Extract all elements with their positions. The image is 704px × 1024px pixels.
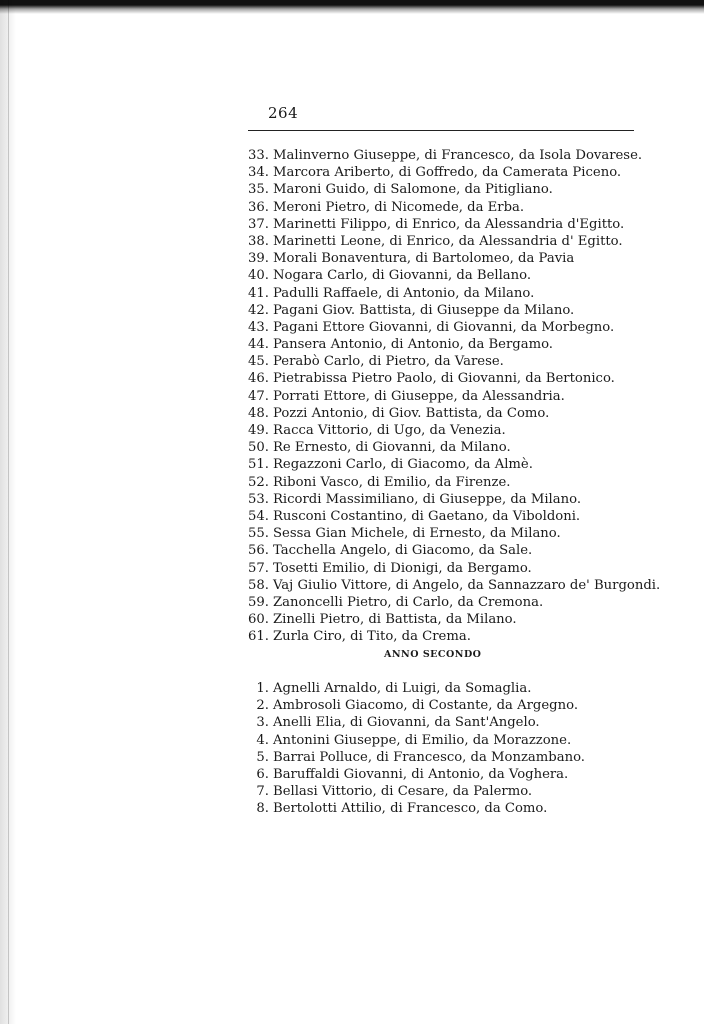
item-number: 37. — [248, 216, 269, 232]
list-item — [242, 164, 660, 181]
list-item — [242, 542, 660, 559]
list-item — [242, 319, 660, 336]
item-text: Rusconi Costantino, di Gaetano, da Viboldoni. — [273, 508, 581, 524]
item-number: 45. — [248, 354, 269, 370]
item-number: 6. — [256, 766, 269, 782]
list-item — [242, 405, 660, 422]
item-text: Pagani Giov. Battista, di Giuseppe da Milano. — [273, 302, 575, 318]
item-number: 44. — [248, 337, 269, 353]
list-item — [242, 199, 660, 216]
scan-left-line — [8, 0, 9, 1024]
item-number: 8. — [256, 801, 269, 817]
list-item — [242, 525, 660, 542]
item-text: Antonini Giuseppe, di Emilio, da Morazzone. — [273, 732, 572, 748]
item-number: 48. — [248, 405, 269, 421]
item-number: 40. — [248, 268, 269, 284]
item-number: 2. — [256, 698, 269, 714]
list-item — [242, 181, 660, 198]
student-list-first-year — [242, 147, 660, 645]
list-item — [242, 800, 585, 817]
item-text: Meroni Pietro, di Nicomede, da Erba. — [273, 199, 525, 215]
item-text: Pozzi Antonio, di Giov. Battista, da Como. — [273, 405, 550, 421]
list-item — [242, 422, 660, 439]
item-number: 5. — [256, 749, 269, 765]
list-item — [242, 474, 660, 491]
item-number: 7. — [256, 784, 269, 800]
list-item — [242, 491, 660, 508]
item-text: Sessa Gian Michele, di Ernesto, da Milano. — [273, 526, 561, 542]
list-item — [242, 766, 585, 783]
item-number: 52. — [248, 474, 269, 490]
list-item — [242, 749, 585, 766]
item-text: Baruffaldi Giovanni, di Antonio, da Voghera. — [273, 766, 569, 782]
item-text: Maroni Guido, di Salomone, da Pitigliano. — [273, 182, 553, 198]
item-text: Morali Bonaventura, di Bartolomeo, da Pavia — [273, 251, 575, 267]
item-number: 46. — [248, 371, 269, 387]
list-item — [242, 732, 585, 749]
item-text: Pansera Antonio, di Antonio, da Bergamo. — [273, 337, 554, 353]
list-item — [242, 577, 660, 594]
item-number: 58. — [248, 577, 269, 593]
item-number: 59. — [248, 594, 269, 610]
item-number: 38. — [248, 233, 269, 249]
list-item — [242, 508, 660, 525]
item-text: Padulli Raffaele, di Antonio, da Milano. — [273, 285, 535, 301]
item-text: Perabò Carlo, di Pietro, da Varese. — [273, 354, 504, 370]
list-item — [242, 456, 660, 473]
item-number: 41. — [248, 285, 269, 301]
item-text: Bertolotti Attilio, di Francesco, da Como. — [273, 801, 548, 817]
item-text: Porrati Ettore, di Giuseppe, da Alessandria. — [273, 388, 565, 404]
list-item — [242, 336, 660, 353]
item-number: 54. — [248, 508, 269, 524]
list-item — [242, 147, 660, 164]
item-number: 36. — [248, 199, 269, 215]
item-text: Zanoncelli Pietro, di Carlo, da Cremona. — [273, 594, 544, 610]
item-text: Re Ernesto, di Giovanni, da Milano. — [273, 440, 511, 456]
item-text: Marinetti Leone, di Enrico, da Alessandria d' Egitto. — [273, 233, 623, 249]
item-number: 57. — [248, 560, 269, 576]
scan-top-edge — [0, 0, 704, 14]
item-number: 3. — [256, 715, 269, 731]
item-number: 55. — [248, 526, 269, 542]
item-number: 39. — [248, 251, 269, 267]
list-item — [242, 302, 660, 319]
item-number: 34. — [248, 165, 269, 181]
item-text: Bellasi Vittorio, di Cesare, da Palermo. — [273, 784, 533, 800]
item-text: Anelli Elia, di Giovanni, da Sant'Angelo. — [273, 715, 540, 731]
list-item — [242, 216, 660, 233]
list-item — [242, 697, 585, 714]
student-list-second-year — [242, 680, 585, 818]
item-number: 33. — [248, 148, 269, 163]
item-number: 51. — [248, 457, 269, 473]
item-text: Riboni Vasco, di Emilio, da Firenze. — [273, 474, 511, 490]
list-item — [242, 680, 585, 697]
item-text: Regazzoni Carlo, di Giacomo, da Almè. — [273, 457, 533, 473]
item-text: Zinelli Pietro, di Battista, da Milano. — [273, 612, 517, 628]
item-text: Racca Vittorio, di Ugo, da Venezia. — [273, 423, 506, 438]
item-text: Malinverno Giuseppe, di Francesco, da Isola Dovarese. — [273, 148, 643, 163]
item-text: Marcora Ariberto, di Goffredo, da Camerata Piceno. — [273, 165, 622, 181]
list-item — [242, 353, 660, 370]
item-number: 43. — [248, 319, 269, 335]
list-item — [242, 628, 660, 645]
item-text: Vaj Giulio Vittore, di Angelo, da Sannazzaro de' Burgondi. — [273, 577, 661, 593]
list-item — [242, 250, 660, 267]
item-text: Nogara Carlo, di Giovanni, da Bellano. — [273, 268, 532, 284]
item-text: Marinetti Filippo, di Enrico, da Alessandria d'Egitto. — [273, 216, 625, 232]
list-item — [242, 285, 660, 302]
item-number: 60. — [248, 612, 269, 628]
list-item — [242, 267, 660, 284]
list-item — [242, 783, 585, 800]
item-text: Tacchella Angelo, di Giacomo, da Sale. — [273, 543, 533, 559]
item-text: Ricordi Massimiliano, di Giuseppe, da Milano. — [273, 491, 582, 507]
item-number: 50. — [248, 440, 269, 456]
item-number: 42. — [248, 302, 269, 318]
item-number: 61. — [248, 629, 269, 645]
item-text: Tosetti Emilio, di Dionigi, da Bergamo. — [273, 560, 532, 576]
page-number: 264 — [268, 104, 299, 122]
list-item — [242, 388, 660, 405]
item-number: 35. — [248, 182, 269, 198]
section-title: ANNO SECONDO — [384, 649, 482, 660]
header-rule — [248, 130, 634, 131]
item-number: 1. — [256, 681, 269, 696]
item-number: 53. — [248, 491, 269, 507]
item-number: 47. — [248, 388, 269, 404]
list-item — [242, 439, 660, 456]
list-item — [242, 233, 660, 250]
list-item — [242, 611, 660, 628]
list-item — [242, 594, 660, 611]
item-text: Agnelli Arnaldo, di Luigi, da Somaglia. — [273, 681, 532, 696]
list-item — [242, 714, 585, 731]
item-number: 49. — [248, 423, 269, 438]
list-item — [242, 560, 660, 577]
item-number: 4. — [256, 732, 269, 748]
item-text: Ambrosoli Giacomo, di Costante, da Argegno. — [273, 698, 579, 714]
item-text: Barrai Polluce, di Francesco, da Monzambano. — [273, 749, 585, 765]
list-item — [242, 370, 660, 387]
item-text: Zurla Ciro, di Tito, da Crema. — [273, 629, 471, 645]
item-text: Pietrabissa Pietro Paolo, di Giovanni, da Bertonico. — [273, 371, 615, 387]
item-text: Pagani Ettore Giovanni, di Giovanni, da Morbegno. — [273, 319, 615, 335]
item-number: 56. — [248, 543, 269, 559]
